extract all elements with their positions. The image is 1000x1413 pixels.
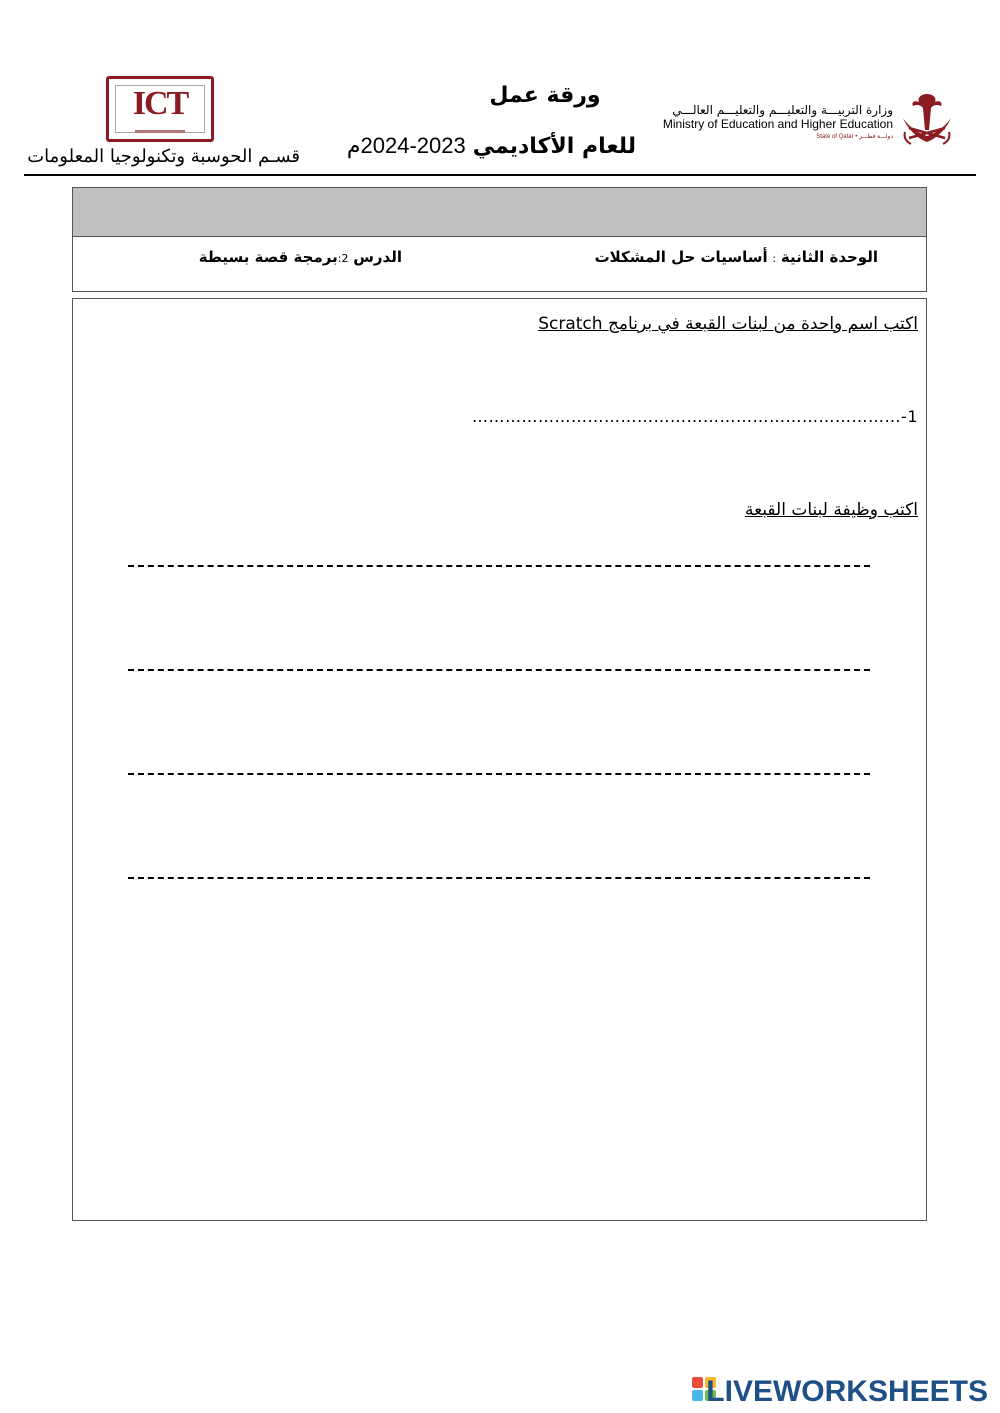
question-2: اكتب وظيفة لبنات القبعة [744, 500, 918, 520]
academic-year [347, 133, 636, 159]
name-field-band [73, 188, 926, 237]
liveworksheets-brand: LIVEWORKSHEETS [706, 1375, 988, 1408]
ministry-name-arabic: وزارة التربيـــة والتعليـــم والتعليـــم العالـــي [672, 103, 893, 117]
academic-year-label: للعام الأكاديمي [472, 134, 636, 159]
unit-separator: : [772, 252, 777, 265]
answer-line-4[interactable] [128, 877, 870, 879]
answer-line-2[interactable] [128, 669, 870, 671]
ministry-name [663, 103, 893, 140]
unit-info [595, 248, 878, 266]
unit-label: الوحدة الثانية [780, 248, 878, 266]
qatar-emblem-icon [897, 88, 957, 150]
unit-value: أساسيات حل المشكلات [594, 248, 768, 266]
worksheet-title: ورقة عمل [489, 83, 601, 108]
header-divider [24, 174, 976, 176]
ict-logo-stripe [135, 130, 185, 133]
ict-logo-text: ICT [132, 85, 188, 122]
department-name: قسـم الحوسبة وتكنولوجيا المعلومات [27, 146, 300, 167]
ministry-name-english: Ministry of Education and Higher Education [662, 117, 893, 131]
lesson-info [199, 248, 402, 266]
lesson-value: برمجة قصة بسيطة [198, 248, 338, 266]
lesson-label: الدرس [353, 248, 402, 266]
question-1: اكتب اسم واحدة من لبنات القبعة في برنامج Scratch [538, 314, 918, 334]
academic-year-value: 2023-2024م [346, 133, 466, 158]
lesson-info-box [72, 187, 927, 292]
lesson-number: 2: [337, 252, 349, 265]
answer-1-blank[interactable]: ……………………………………………………………………-1 [472, 407, 918, 426]
questions-box [72, 298, 927, 1221]
state-of-qatar: State of Qatar • دولـــة قطـــر [816, 134, 893, 140]
answer-line-1[interactable] [128, 565, 870, 567]
answer-line-3[interactable] [128, 773, 870, 775]
ict-logo [106, 76, 214, 142]
